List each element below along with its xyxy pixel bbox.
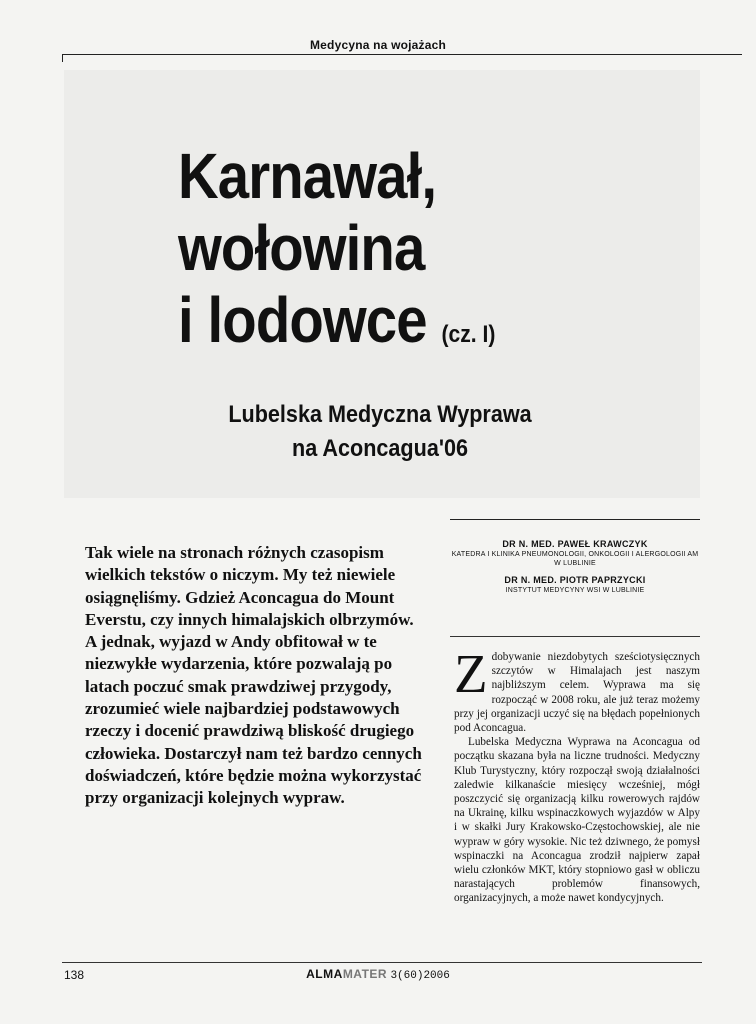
section-label: Medycyna na wojażach: [309, 38, 447, 52]
body-paragraph-2: Lubelska Medyczna Wyprawa na Aconcagua od początku skazana była na liczne trudności. Medyczny Klub Turystyczny, który rozpoczął swoją działalności zaledwie kilkanaście miesięcy wcześniej, mógł poszczycić się organizacją kilku rowerowych rajdów na Ukrainę, kilku wspinaczkowych wyjazdów w Alpy i w skałki Jury Krakowsko-Częstochowskiej, ale nie wypraw w góry wysokie. Nic też dziwnego, że pomysł wspinaczki na Aconcagua zrodził najpierw zapał wielu członków MKT, który stopniowo gasł w obliczu narastających problemów finansowych, organizacyjnych, a może nawet kondycyjnych.: [454, 736, 700, 905]
lead-paragraph: Tak wiele na stronach różnych czasopism wielkich tekstów o niczym. My też niewiele osiągnęliśmy. Gdzież Aconcagua do Mount Everstu, czy innych himalajskich olbrzymów. A jednak, wyjazd w Andy obfitował w te niezwykłe wydarzenia, które pozwalają po latach poczuć smak prawdziwej przygody, zrozumieć wiele najbardziej podstawowych rzeczy i docenić prawdziwą bliskość drugiego człowieka. Dostarczył nam też bardzo cennych doświadczeń, które będzie można wykorzystać przy organizacji kolejnych wypraw.: [85, 543, 422, 808]
article-subtitle: [146, 398, 614, 466]
header-rule: [62, 54, 742, 55]
drop-cap: Z: [454, 643, 488, 704]
title-line-1: Karnawał,: [178, 140, 437, 212]
authors-top-rule: [450, 519, 700, 520]
author-1-name: DR N. MED. PAWEŁ KRAWCZYK: [502, 539, 648, 549]
body-paragraph-1: [454, 643, 700, 735]
logo-mater: MATER: [342, 967, 388, 981]
title-part-label: (cz. I): [441, 321, 496, 348]
magazine-logo: [0, 967, 756, 982]
author-box: [450, 538, 700, 601]
author-2-affiliation: INSTYTUT MEDYCYNY WSI W LUBLINIE: [505, 587, 645, 594]
logo-alma: ALMA: [306, 967, 343, 981]
body-paragraph-1-text: dobywanie niezdobytych sześciotysięcznych szczytów w Himalajach jest naszym najbliższym celem. Wyprawa ma się rozpocząć w 2008 roku, ale już teraz możemy przy jej organizacji uczyć się na błędach popełnionych pod Aconcagua.: [454, 651, 700, 735]
title-line-2: wołowina: [178, 212, 425, 284]
title-line-3: [178, 284, 583, 371]
article-body: [454, 643, 700, 906]
authors-bottom-rule: [450, 636, 700, 637]
issue-number: 3(60)2006: [390, 970, 450, 982]
footer-rule: [62, 962, 702, 963]
header-rule-tick: [62, 54, 63, 62]
page-number: 138: [64, 968, 85, 982]
author-2-name: DR N. MED. PIOTR PAPRZYCKI: [504, 575, 646, 585]
subtitle-line-2: na Aconcagua'06: [291, 435, 469, 462]
author-1-affiliation: KATEDRA I KLINIKA PNEUMONOLOGII, ONKOLOGII I ALERGOLOGII AM W LUBLINIE: [451, 551, 699, 567]
title-line-3-text: i lodowce: [178, 284, 427, 356]
article-title: [178, 140, 583, 371]
subtitle-line-1: Lubelska Medyczna Wyprawa: [228, 401, 532, 428]
